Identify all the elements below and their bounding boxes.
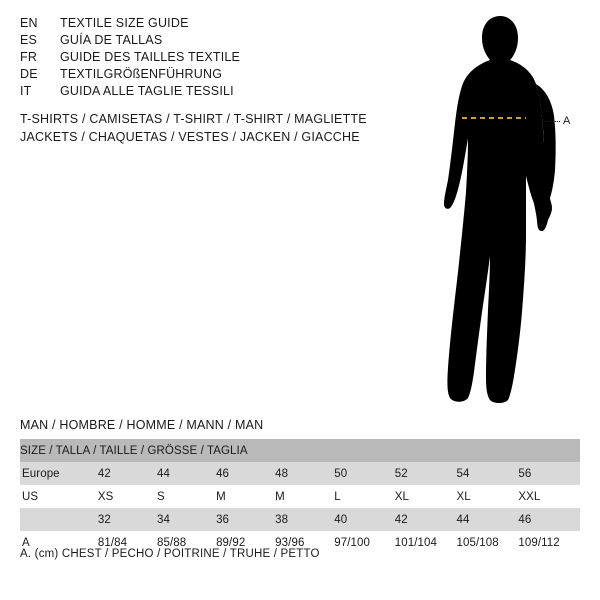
body-silhouette-figure xyxy=(400,10,600,410)
language-row xyxy=(20,16,400,33)
table-cell: 89/92 xyxy=(216,531,275,554)
table-cell: 36 xyxy=(216,508,275,531)
table-title: MAN / HOMBRE / HOMME / MANN / MAN xyxy=(20,418,264,432)
category-jackets: JACKETS / CHAQUETAS / VESTES / JACKEN / GIACCHE xyxy=(20,130,360,144)
table-cell: S xyxy=(157,485,216,508)
category-list xyxy=(20,110,440,146)
size-table-section xyxy=(20,418,580,554)
table-cell: 52 xyxy=(395,462,457,485)
table-cell: 32 xyxy=(98,508,157,531)
table-cell: XS xyxy=(98,485,157,508)
language-code: FR xyxy=(20,50,38,64)
table-cell: 97/100 xyxy=(334,531,394,554)
language-row xyxy=(20,67,400,84)
language-row xyxy=(20,50,400,67)
table-cell: XL xyxy=(395,485,457,508)
category-tshirts: T-SHIRTS / CAMISETAS / T-SHIRT / T-SHIRT / MAGLIETTE xyxy=(20,112,367,126)
table-cell: 85/88 xyxy=(157,531,216,554)
table-header-row xyxy=(20,439,580,462)
table-cell: 42 xyxy=(395,508,457,531)
table-cell: 93/96 xyxy=(275,531,334,554)
language-title: TEXTILGRÖßENFÜHRUNG xyxy=(60,67,223,81)
language-code: IT xyxy=(20,84,32,98)
table-cell: L xyxy=(334,485,394,508)
table-cell: 46 xyxy=(216,462,275,485)
table-row xyxy=(20,508,580,531)
table-cell: 46 xyxy=(518,508,580,531)
table-cell: M xyxy=(216,485,275,508)
table-cell: 38 xyxy=(275,508,334,531)
language-header-block xyxy=(20,16,400,101)
table-row xyxy=(20,462,580,485)
table-cell: 105/108 xyxy=(457,531,519,554)
row-label-us: US xyxy=(20,485,98,508)
language-row xyxy=(20,84,400,101)
language-title: GUIDE DES TAILLES TEXTILE xyxy=(60,50,241,64)
row-label-a: A xyxy=(20,531,98,554)
language-row xyxy=(20,33,400,50)
row-label-europe: Europe xyxy=(20,462,98,485)
silhouette-icon xyxy=(400,10,600,410)
language-code: ES xyxy=(20,33,38,47)
table-cell: M xyxy=(275,485,334,508)
table-cell: 81/84 xyxy=(98,531,157,554)
table-cell: 42 xyxy=(98,462,157,485)
footnote-chest-measure: A. (cm) CHEST / PECHO / POITRINE / TRUHE / PETTO xyxy=(20,548,320,560)
language-code: EN xyxy=(20,16,38,30)
table-cell: 54 xyxy=(457,462,519,485)
language-title: GUIDA ALLE TAGLIE TESSILI xyxy=(60,84,234,98)
table-cell: XXL xyxy=(518,485,580,508)
measure-leader-line xyxy=(546,121,560,123)
table-header-label: SIZE / TALLA / TAILLE / GRÖSSE / TAGLIA xyxy=(20,439,580,462)
size-table xyxy=(20,439,580,554)
table-cell: 56 xyxy=(518,462,580,485)
table-cell: XL xyxy=(457,485,519,508)
table-cell: 101/104 xyxy=(395,531,457,554)
table-cell: 44 xyxy=(457,508,519,531)
language-title: GUÍA DE TALLAS xyxy=(60,33,163,47)
table-cell: 109/112 xyxy=(518,531,580,554)
row-label-blank xyxy=(20,508,98,531)
table-cell: 44 xyxy=(157,462,216,485)
table-cell: 50 xyxy=(334,462,394,485)
table-cell: 48 xyxy=(275,462,334,485)
table-cell: 34 xyxy=(157,508,216,531)
measure-label-a: A xyxy=(563,115,571,127)
language-title: TEXTILE SIZE GUIDE xyxy=(60,16,189,30)
table-row xyxy=(20,485,580,508)
language-code: DE xyxy=(20,67,38,81)
table-cell: 40 xyxy=(334,508,394,531)
